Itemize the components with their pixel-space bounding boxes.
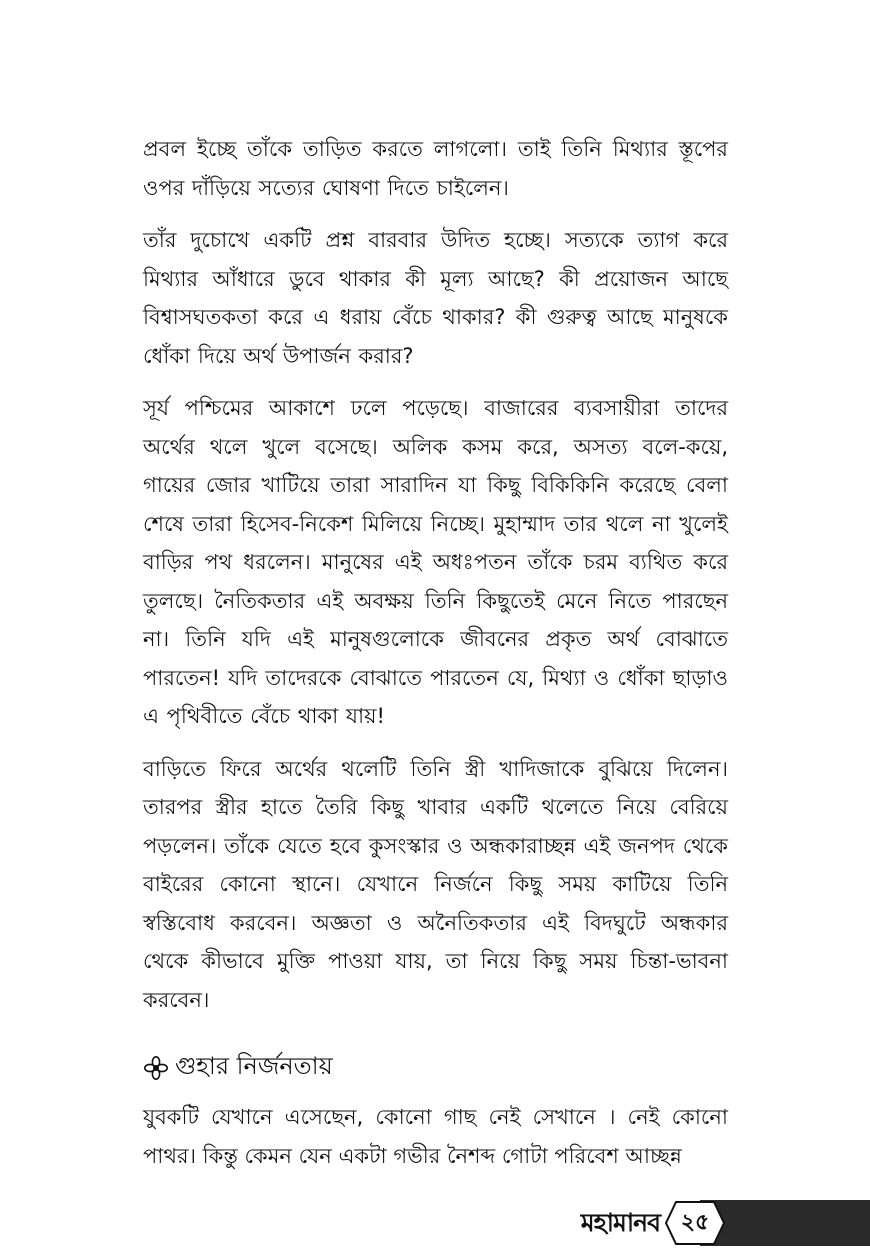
section-heading (143, 1046, 333, 1086)
paragraph-2: তাঁর দুচোখে একটি প্রশ্ন বারবার উদিত হচ্ছে। সত্যকে ত্যাগ করে মিথ্যার আঁধারে ডুবে থাকার কী মূল্য আছে? কী প্রয়োজন আছে বিশ্বাসঘতকতা করে এ ধরায় বেঁচে থাকার? কী গুরুত্ব আছে মানুষকে ধোঁকা দিয়ে অর্থ উপার্জন করার? (143, 228, 728, 368)
body-text (143, 130, 728, 1033)
section-heading-text: গুহার নির্জনতায় (175, 1052, 333, 1080)
page-footer (0, 1200, 870, 1246)
paragraph-4: বাড়িতে ফিরে অর্থের থলেটি তিনি স্ত্রী খাদিজাকে বুঝিয়ে দিলেন। তারপর স্ত্রীর হাতে তৈরি কিছু খাবার একটি থলেতে নিয়ে বেরিয়ে পড়লেন। তাঁকে যেতে হবে কুসংস্কার ও অন্ধকারাচ্ছন্ন এই জনপদ থেকে বাইরের কোনো স্থানে। যেখানে নির্জনে কিছু সময় কাটিয়ে তিনি স্বস্তিবোধ করবেন। অজ্ঞতা ও অনৈতিকতার এই বিদঘুটে অন্ধকার থেকে কীভাবে মুক্তি পাওয়া যায়, তা নিয়ে কিছু সময় চিন্তা-ভাবনা করবেন। (143, 756, 728, 1012)
paragraph-1: প্রবল ইচ্ছে তাঁকে তাড়িত করতে লাগলো। তাই তিনি মিথ্যার স্তূপের ওপর দাঁড়িয়ে সত্যের ঘোষণা দিতে চাইলেন। (143, 137, 728, 200)
page-number: ২৫ (680, 1210, 710, 1235)
paragraph-3: সূর্য পশ্চিমের আকাশে ঢলে পড়েছে। বাজারের ব্যবসায়ীরা তাদের অর্থের থলে খুলে বসেছে। অলিক কসম করে, অসত্য বলে-কয়ে, গায়ের জোর খাটিয়ে তারা সারাদিন যা কিছু বিকিকিনি করেছে বেলা শেষে তারা হিসেব-নিকেশ মিলিয়ে নিচ্ছে। মুহাম্মাদ তার থলে না খুলেই বাড়ির পথ ধরলেন। মানুষের এই অধঃপতন তাঁকে চরম ব্যথিত করে তুলছে। নৈতিকতার এই অবক্ষয় তিনি কিছুতেই মেনে নিতে পারছেন না। তিনি যদি এই মানুষগুলোকে জীবনের প্রকৃত অর্থ বোঝাতে পারতেন! যদি তাদেরকে বোঝাতে পারতেন যে, মিথ্যা ও ধোঁকা ছাড়াও এ পৃথিবীতে বেঁচে থাকা যায়! (143, 396, 728, 728)
flower-ornament-icon (143, 1053, 169, 1079)
book-title: মহামানব (580, 1208, 660, 1237)
paragraph-5: যুবকটি যেখানে এসেছেন, কোনো গাছ নেই সেখানে । নেই কোনো পাথর। কিন্তু কেমন যেন একটা গভীর নৈশব্দ গোটা পরিবেশ আচ্ছন্ন (143, 1105, 728, 1168)
